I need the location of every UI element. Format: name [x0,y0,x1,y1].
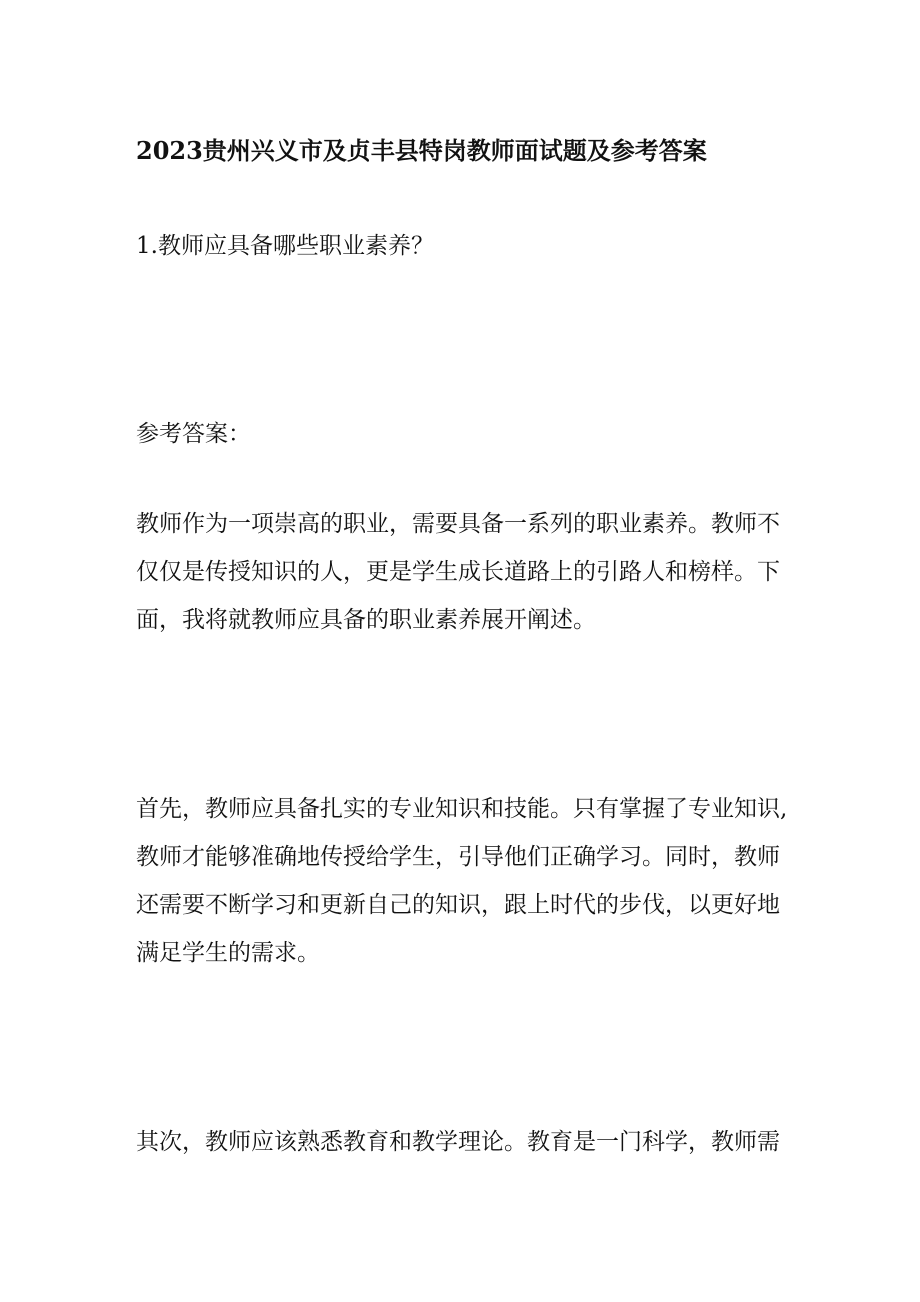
answer-label: 参考答案： [136,421,251,447]
paragraph-second-point: 其次，教师应该熟悉教育和教学理论。教育是一门科学，教师需 [136,1129,780,1155]
paragraph-first-point: 首先，教师应具备扎实的专业知识和技能。只有掌握了专业知识,教师才能够准确地传授给学生，引导他们正确学习。同时，教师还需要不断学习和更新自己的知识，跟上时代的步伐，以更好地满足学生的需求。 [136,796,788,966]
document-title: 2023贵州兴义市及贞丰县特岗教师面试题及参考答案 [136,136,707,165]
question-text: 1.教师应具备哪些职业素养？ [136,233,434,259]
paragraph-intro: 教师作为一项崇高的职业，需要具备一系列的职业素养。教师不仅仅是传授知识的人，更是学生成长道路上的引路人和榜样。下面，我将就教师应具备的职业素养展开阐述。 [136,511,780,633]
